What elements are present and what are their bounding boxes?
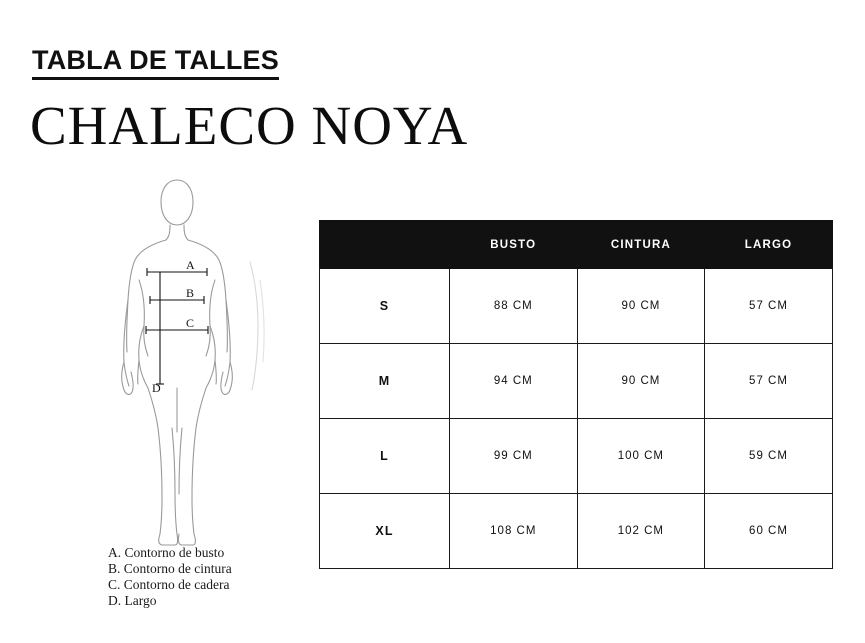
cell-size-s: S — [320, 269, 450, 344]
figure-marker-d: D — [152, 381, 161, 395]
legend-item-b: B. Contorno de cintura — [108, 560, 232, 576]
cell-cintura-l: 100 CM — [577, 419, 705, 494]
table-row — [320, 344, 833, 419]
cell-cintura-xl: 102 CM — [577, 494, 705, 569]
column-header-busto: BUSTO — [450, 221, 578, 269]
size-table-body — [320, 269, 833, 569]
body-measurement-figure — [100, 176, 290, 551]
cell-largo-s: 57 CM — [705, 269, 833, 344]
cell-busto-s: 88 CM — [450, 269, 578, 344]
legend-item-d: D. Largo — [108, 592, 157, 608]
cell-busto-l: 99 CM — [450, 419, 578, 494]
figure-marker-a: A — [186, 258, 195, 272]
column-header-size — [320, 221, 450, 269]
cell-cintura-s: 90 CM — [577, 269, 705, 344]
cell-largo-m: 57 CM — [705, 344, 833, 419]
cell-largo-xl: 60 CM — [705, 494, 833, 569]
table-header-row — [320, 221, 833, 269]
cell-busto-m: 94 CM — [450, 344, 578, 419]
page-kicker: TABLA DE TALLES — [32, 46, 279, 80]
table-row — [320, 419, 833, 494]
size-table-head — [320, 221, 833, 269]
table-row — [320, 494, 833, 569]
cell-cintura-m: 90 CM — [577, 344, 705, 419]
legend-item-a: A. Contorno de busto — [108, 545, 225, 560]
figure-marker-c: C — [186, 316, 195, 330]
cell-size-l: L — [320, 419, 450, 494]
cell-largo-l: 59 CM — [705, 419, 833, 494]
size-table-wrapper — [319, 220, 832, 569]
figure-marker-b: B — [186, 286, 195, 300]
cell-size-xl: XL — [320, 494, 450, 569]
size-table — [319, 220, 833, 569]
table-row — [320, 269, 833, 344]
figure-legend — [108, 545, 232, 609]
cell-busto-xl: 108 CM — [450, 494, 578, 569]
cell-size-m: M — [320, 344, 450, 419]
column-header-cintura: CINTURA — [577, 221, 705, 269]
column-header-largo: LARGO — [705, 221, 833, 269]
legend-item-c: C. Contorno de cadera — [108, 576, 230, 592]
page-title: CHALECO NOYA — [30, 95, 469, 156]
